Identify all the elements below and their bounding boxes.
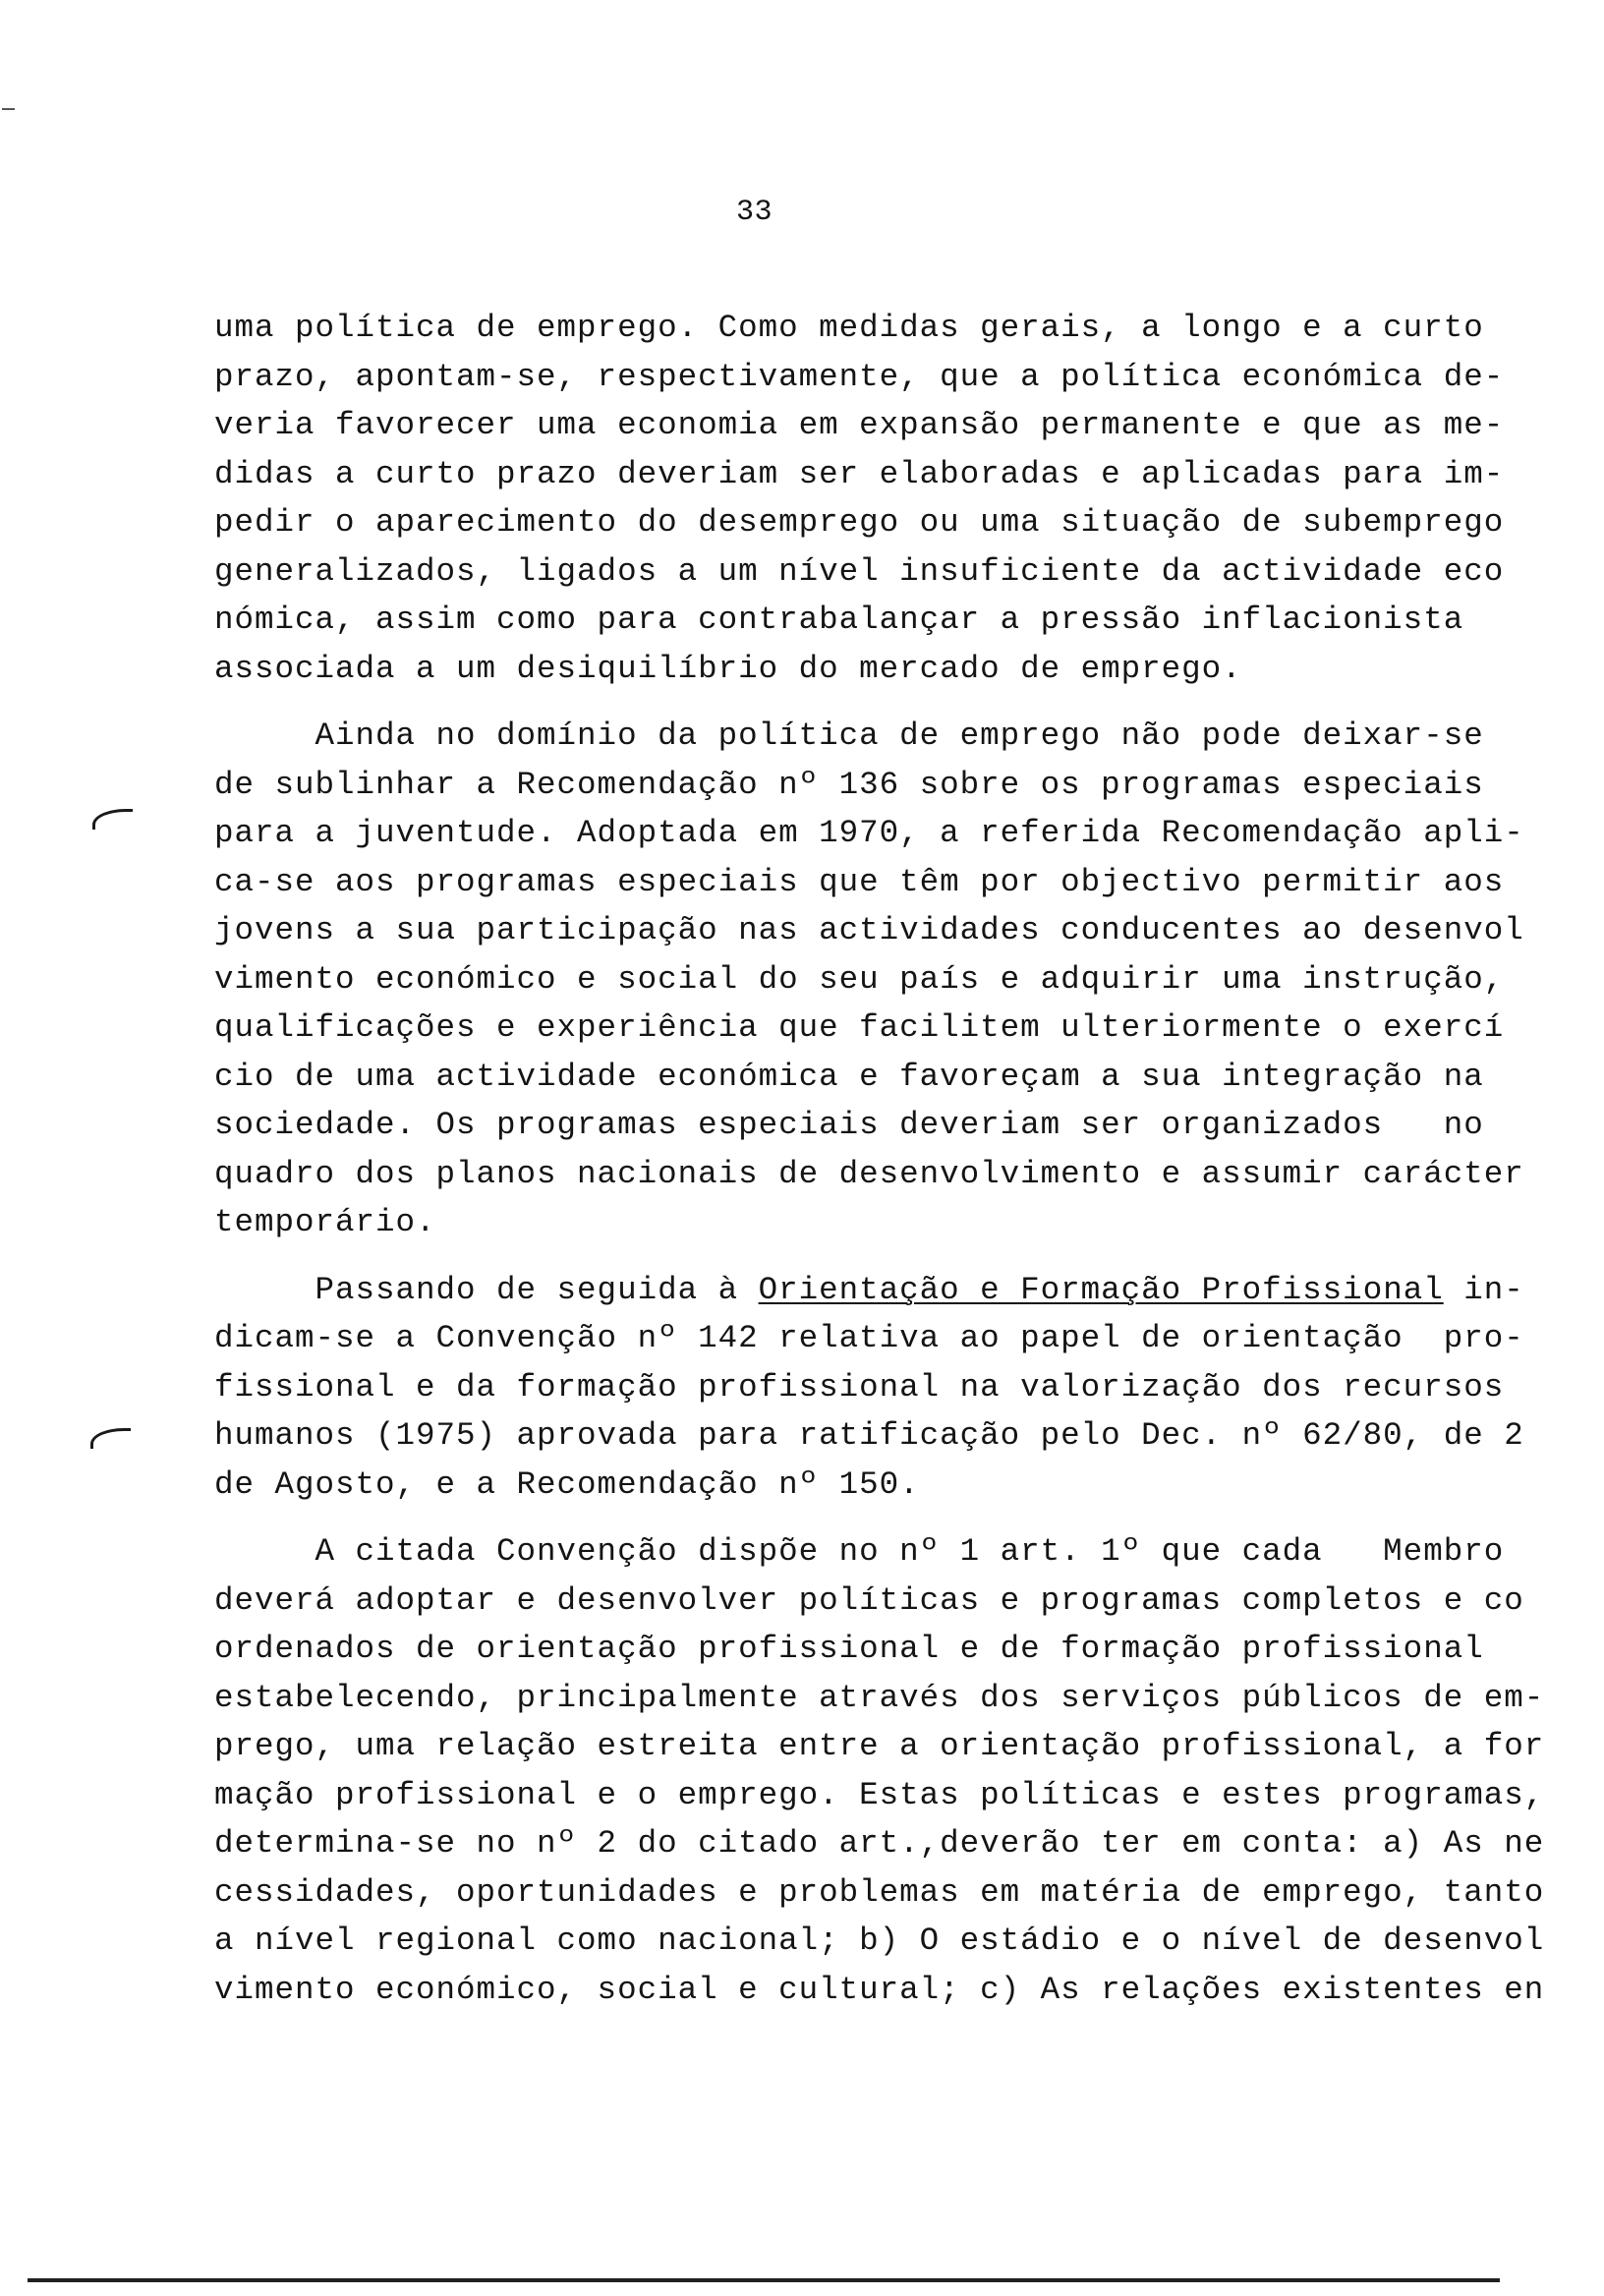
text-line: jovens a sua participação nas actividades conducentes ao desenvol <box>214 912 1524 948</box>
text-line: de Agosto, e a Recomendação nº 150. <box>214 1465 920 1503</box>
text-line: generalizados, ligados a um nível insuficiente da actividade eco <box>214 552 1505 590</box>
text-line: cio de uma actividade económica e favoreçam a sua integração na <box>214 1058 1484 1095</box>
text-line: ordenados de orientação profissional e de formação profissional <box>214 1631 1484 1667</box>
text-line: Ainda no domínio da política de emprego não pode deixar-se <box>214 718 1484 754</box>
text-line: deverá adoptar e desenvolver políticas e programas completos e co <box>214 1581 1524 1619</box>
text-line: estabelecendo, principalmente através dos serviços públicos de em- <box>214 1679 1545 1716</box>
page-number: 33 <box>735 196 773 229</box>
paragraph-1 <box>214 304 1505 693</box>
text-line: sociedade. Os programas especiais deveriam ser organizados no <box>214 1107 1484 1143</box>
underlined-heading: Orientação e Formação Profissional <box>758 1271 1444 1308</box>
text-line: cessidades, oportunidades e problemas em matéria de emprego, tanto <box>214 1873 1545 1911</box>
text-line: humanos (1975) aprovada para ratificação pelo Dec. nº 62/80, de 2 <box>214 1417 1524 1454</box>
text-line: prego, uma relação estreita entre a orientação profissional, a for <box>214 1728 1545 1764</box>
text-line: fissional e da formação profissional na valorização dos recursos <box>214 1368 1505 1406</box>
margin-mark <box>90 1428 131 1449</box>
text-line: determina-se no nº 2 do citado art.,deverão ter em conta: a) As ne <box>214 1825 1545 1862</box>
text-line: pedir o aparecimento do desemprego ou uma situação de subemprego <box>214 504 1505 541</box>
text-line: veria favorecer uma economia em expansão permanente e que as me- <box>214 407 1505 443</box>
text-line: uma política de emprego. Como medidas gerais, a longo e a curto <box>214 310 1484 346</box>
text-line: A citada Convenção dispõe no nº 1 art. 1º que cada Membro <box>214 1533 1505 1570</box>
paragraph-4 <box>214 1527 1545 2014</box>
text-fragment: Passando de seguida à <box>214 1271 759 1308</box>
text-line: para a juventude. Adoptada em 1970, a referida Recomendação apli- <box>214 815 1524 851</box>
margin-mark <box>92 809 133 830</box>
text-line: quadro dos planos nacionais de desenvolvimento e assumir carácter <box>214 1155 1524 1192</box>
scan-mark <box>2 108 15 110</box>
document-body <box>214 304 1545 2014</box>
text-line: qualificações e experiência que facilitem ulteriormente o exercí <box>214 1009 1505 1046</box>
text-line: nómica, assim como para contrabalançar a pressão inflacionista <box>214 602 1464 638</box>
text-line: prazo, apontam-se, respectivamente, que a política económica de- <box>214 358 1505 395</box>
text-line: didas a curto prazo deveriam ser elaboradas e aplicadas para im- <box>214 455 1505 492</box>
paragraph-3 <box>214 1266 1524 1510</box>
text-line <box>214 1266 1524 1315</box>
paragraph-2 <box>214 712 1524 1247</box>
text-fragment: in- <box>1443 1271 1524 1308</box>
bottom-rule <box>28 2278 1500 2282</box>
text-line: dicam-se a Convenção nº 142 relativa ao papel de orientação pro- <box>214 1320 1524 1356</box>
text-line: associada a um desiquilíbrio do mercado de emprego. <box>214 650 1242 687</box>
text-line: mação profissional e o emprego. Estas políticas e estes programas, <box>214 1776 1545 1813</box>
text-line: vimento económico e social do seu país e adquirir uma instrução, <box>214 960 1505 998</box>
text-line: de sublinhar a Recomendação nº 136 sobre os programas especiais <box>214 766 1484 803</box>
text-line: a nível regional como nacional; b) O estádio e o nível de desenvol <box>214 1923 1545 1959</box>
text-line: vimento económico, social e cultural; c) As relações existentes en <box>214 1971 1545 2008</box>
text-line: temporário. <box>214 1204 436 1240</box>
text-line: ca-se aos programas especiais que têm por objectivo permitir aos <box>214 863 1505 900</box>
